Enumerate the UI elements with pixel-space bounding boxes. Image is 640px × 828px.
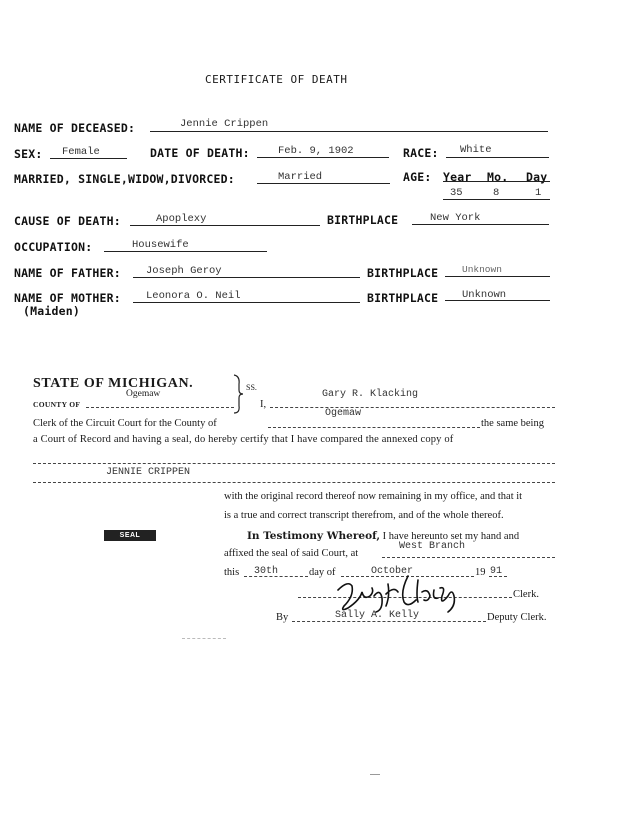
occupation-underline (104, 251, 267, 252)
sex-label: SEX: (14, 147, 43, 161)
age-day-value: 1 (535, 187, 542, 199)
marital-label: MARRIED, SINGLE,WIDOW,DIVORCED: (14, 172, 235, 186)
age-value-underline (443, 199, 550, 200)
affixed-line: affixed the seal of said Court, at (224, 548, 359, 559)
original-record-line: with the original record thereof now remaining in my office, and that it (224, 491, 523, 502)
father-birthplace-value: Unknown (462, 264, 502, 275)
county-label: COUNTY OF (33, 400, 81, 409)
name-underline (150, 131, 548, 132)
age-year-value: 35 (450, 187, 463, 199)
race-label: RACE: (403, 146, 439, 160)
county-value: Ogemaw (126, 389, 161, 399)
clerk-county-underline (268, 427, 480, 428)
this-label: this (224, 567, 240, 578)
year-prefix: 19 (475, 567, 486, 578)
clerk-signature-icon (330, 566, 476, 616)
mother-birthplace-label: BIRTHPLACE (367, 291, 439, 305)
sex-value: Female (62, 146, 100, 158)
father-birthplace-label: BIRTHPLACE (367, 266, 439, 280)
birthplace-underline (412, 224, 549, 225)
testimony-suffix: I have hereunto set my hand and (382, 531, 520, 542)
seal-label: SEAL (119, 532, 141, 539)
county-underline (86, 407, 234, 408)
day-of-label: day of (309, 567, 336, 578)
year-value: 91 (490, 566, 503, 577)
age-header-underline (443, 181, 550, 182)
father-underline (133, 277, 360, 278)
age-year-label: Year (443, 170, 472, 184)
age-month-value: 8 (493, 187, 500, 199)
month-value: October (371, 566, 414, 577)
dod-value: Feb. 9, 1902 (278, 145, 354, 157)
state-title: STATE OF MICHIGAN. (33, 376, 194, 391)
clerk-line-prefix: Clerk of the Circuit Court for the County of (33, 418, 217, 429)
birthplace-value: New York (430, 212, 481, 224)
seal-stamp (104, 530, 156, 541)
certificate-title: CERTIFICATE OF DEATH (205, 73, 348, 86)
sex-underline (50, 158, 127, 159)
transcript-line: is a true and correct transcript therefrom, and of the whole thereof. (224, 510, 504, 521)
day-value: 30th (254, 566, 279, 577)
deputy-suffix: Deputy Clerk. (487, 612, 547, 623)
race-value: White (460, 144, 492, 156)
place-value: West Branch (399, 541, 466, 552)
birthplace-label: BIRTHPLACE (327, 213, 399, 227)
by-label: By (276, 612, 289, 623)
clerk-line-suffix: the same being (481, 418, 544, 429)
mother-value: Leonora O. Neil (146, 290, 241, 302)
court-line: a Court of Record and having a seal, do hereby certify that I have compared the annexed copy of (33, 434, 454, 445)
ss-label: SS. (246, 383, 257, 392)
clerk-name-underline (270, 407, 555, 408)
copy-of-line-1 (33, 463, 555, 464)
place-underline (382, 557, 555, 558)
father-birthplace-underline (445, 276, 550, 277)
age-month-label: Mo. (487, 170, 509, 184)
copy-of-line-2 (33, 482, 555, 483)
occupation-value: Housewife (132, 239, 189, 251)
clerk-county-value: Ogemaw (325, 408, 362, 419)
name-value: Jennie Crippen (180, 118, 269, 130)
mother-birthplace-value: Unknown (462, 289, 507, 301)
i-label: I, (260, 399, 267, 410)
dod-label: DATE OF DEATH: (150, 146, 250, 160)
mother-label: NAME OF MOTHER: (14, 291, 121, 305)
mother-underline (133, 302, 360, 303)
deputy-name: Sally A. Kelly (335, 610, 420, 621)
clerk-name-value: Gary R. Klacking (322, 389, 419, 400)
dod-underline (257, 157, 389, 158)
scan-mark (182, 638, 226, 639)
marital-underline (257, 183, 390, 184)
mother-maiden-label: (Maiden) (23, 304, 80, 318)
brace-icon (232, 374, 246, 414)
cause-value: Apoplexy (156, 213, 207, 225)
testimony-line (247, 530, 519, 542)
occupation-label: OCCUPATION: (14, 240, 93, 254)
testimony-prefix: In Testimony Whereof, (247, 530, 381, 542)
scan-mark (370, 774, 380, 775)
name-label: NAME OF DECEASED: (14, 121, 136, 135)
clerk-suffix: Clerk. (513, 589, 539, 600)
deputy-underline (292, 621, 486, 622)
cause-underline (130, 225, 320, 226)
race-underline (446, 157, 549, 158)
father-value: Joseph Geroy (146, 265, 222, 277)
age-day-label: Day (526, 170, 548, 184)
copy-of-value: JENNIE CRIPPEN (106, 467, 191, 478)
age-label: AGE: (403, 170, 432, 184)
father-label: NAME OF FATHER: (14, 266, 121, 280)
cause-label: CAUSE OF DEATH: (14, 214, 121, 228)
marital-value: Married (278, 171, 323, 183)
